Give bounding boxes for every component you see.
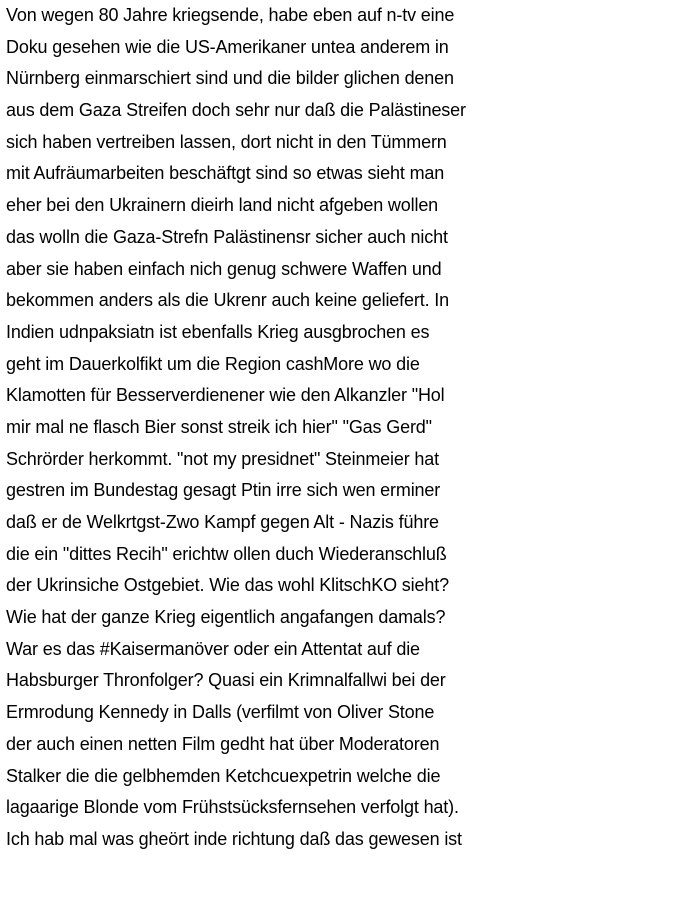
text-line: Nürnberg einmarschiert sind und die bilder glichen denen [6, 68, 454, 89]
text-line: Ich hab mal was gheört inde richtung daß das gewesen ist [6, 828, 462, 849]
text-line: aus dem Gaza Streifen doch sehr nur daß die Palästineser [6, 100, 466, 121]
text-line: Klamotten für Besserverdienener wie den Alkanzler "Hol [6, 385, 445, 406]
text-line: Stalker die die gelbhemden Ketchcuexpetrin welche die [6, 765, 441, 786]
text-line: die ein "dittes Recih" erichtw ollen duch Wiederanschluß [6, 543, 447, 564]
text-line: daß er de Welkrtgst-Zwo Kampf gegen Alt - Nazis führe [6, 512, 439, 532]
text-line: sich haben vertreiben lassen, dort nicht in den Tümmern [6, 131, 447, 152]
text-line: bekommen anders als die Ukrenr auch keine geliefert. In [6, 290, 449, 311]
text-line: Habsburger Thronfolger? Quasi ein Krimnalfallwi bei der [6, 670, 446, 691]
text-line: der auch einen netten Film gedht hat über Moderatoren [6, 733, 440, 754]
text-line: lagaarige Blonde vom Frühstsücksfernsehen verfolgt hat). [6, 797, 459, 818]
text-line: Doku gesehen wie die US-Amerikaner untea anderem in [6, 36, 449, 57]
text-line: Ermrodung Kennedy in Dalls (verfilmt von Oliver Stone [6, 702, 435, 723]
text-line: der Ukrinsiche Ostgebiet. Wie das wohl KlitschKO sieht? [6, 575, 449, 596]
document-text [6, 0, 684, 856]
text-line: aber sie haben einfach nich genug schwere Waffen und [6, 258, 442, 279]
text-line: gestren im Bundestag gesagt Ptin irre sich wen erminer [6, 480, 441, 501]
text-line: War es das #Kaisermanöver oder ein Attentat auf die [6, 638, 420, 659]
text-line: geht im Dauerkolfikt um die Region cashMore wo die [6, 353, 420, 374]
text-line: Wie hat der ganze Krieg eigentlich angafangen damals? [6, 607, 446, 628]
text-line: eher bei den Ukrainern dieirh land nicht afgeben wollen [6, 195, 439, 216]
text-line: mir mal ne flasch Bier sonst streik ich hier" "Gas Gerd" [6, 416, 432, 437]
text-line: Indien udnpaksiatn ist ebenfalls Krieg ausgbrochen es [6, 321, 430, 342]
text-line: mit Aufräumarbeiten beschäftgt sind so etwas sieht man [6, 163, 445, 184]
text-line: Von wegen 80 Jahre kriegsende, habe eben auf n-tv eine [6, 5, 455, 25]
text-line: Schrörder herkommt. "not my presidnet" Steinmeier hat [6, 448, 440, 469]
text-line: das wolln die Gaza-Strefn Palästinensr sicher auch nicht [6, 226, 448, 247]
